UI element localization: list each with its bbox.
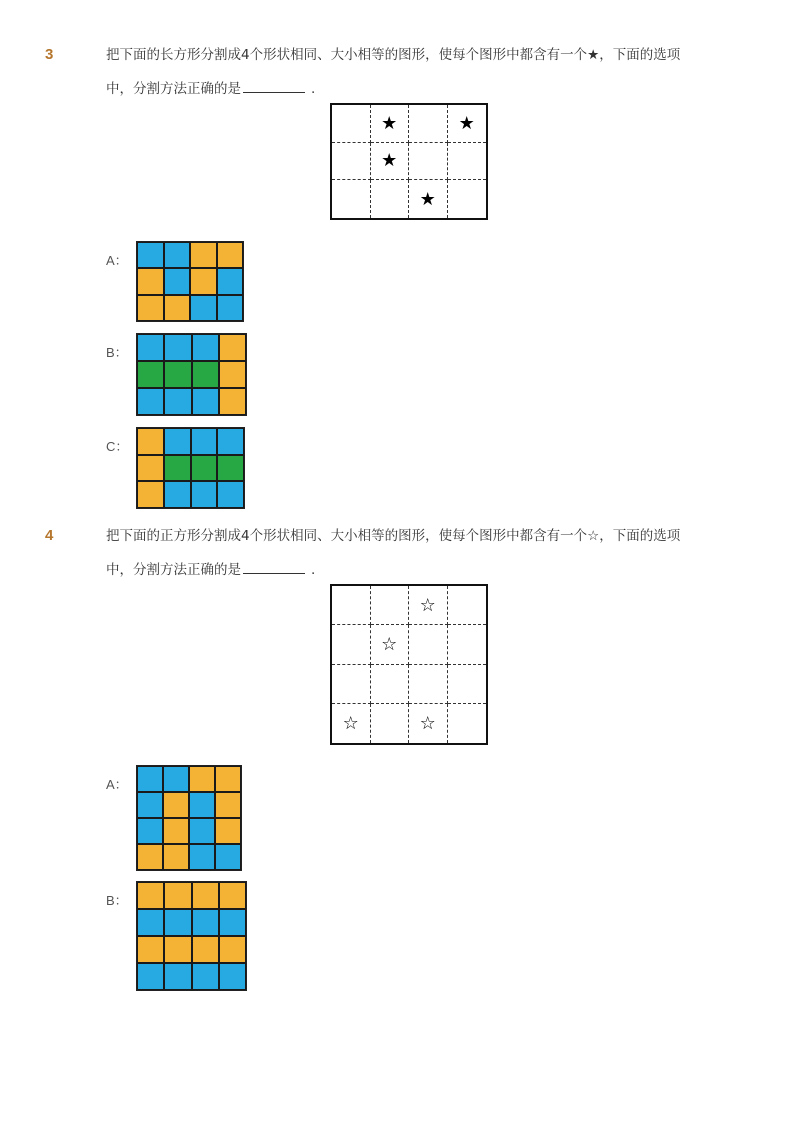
option-cell: [137, 334, 164, 361]
option-cell: [219, 334, 246, 361]
question-number: 3: [45, 46, 54, 63]
question-text-line2-content: 中，分割方法正确的是: [106, 562, 241, 578]
question-number: 4: [45, 527, 54, 544]
option-cell: [137, 882, 164, 909]
option-cell: [164, 388, 191, 415]
option-cell: [189, 844, 215, 870]
figure-cell: [332, 105, 371, 143]
option-cell: [164, 268, 191, 294]
question-text-end: .: [311, 562, 316, 578]
option-cell: [191, 481, 218, 508]
option-cell: [217, 268, 244, 294]
figure-cell: [332, 625, 371, 664]
question-text-line1: 把下面的长方形分割成4个形状相同、大小相等的图形，使每个图形中都含有一个★，下面的选项: [106, 47, 681, 63]
figure-cell: [371, 180, 410, 218]
option-cell: [137, 818, 163, 844]
option-cell: [215, 792, 241, 818]
option-cell: [219, 963, 246, 990]
option-cell: [189, 792, 215, 818]
option-cell: [164, 334, 191, 361]
figure-cell: [448, 586, 487, 625]
figure-cell: [448, 704, 487, 743]
option-cell: [163, 818, 189, 844]
option-c-label: C：: [106, 439, 129, 454]
question-text-line2: [106, 80, 315, 98]
option-cell: [191, 455, 218, 482]
figure-cell: [371, 665, 410, 704]
option-cell: [164, 242, 191, 268]
star-icon: ★: [371, 105, 410, 143]
figure-cell: [371, 704, 410, 743]
option-cell: [217, 295, 244, 321]
option-cell: [137, 963, 164, 990]
figure-cell: [409, 143, 448, 181]
figure-cell: [448, 180, 487, 218]
option-cell: [137, 242, 164, 268]
option-a-grid[interactable]: [136, 241, 244, 322]
option-cell: [219, 361, 246, 388]
option-cell: [219, 936, 246, 963]
option-cell: [163, 766, 189, 792]
star-icon: ★: [371, 143, 410, 181]
star-icon: ★: [448, 105, 487, 143]
option-cell: [192, 909, 219, 936]
star-icon: ★: [409, 180, 448, 218]
option-cell: [164, 909, 191, 936]
option-cell: [189, 766, 215, 792]
option-cell: [192, 361, 219, 388]
option-cell: [164, 481, 191, 508]
option-b-label: B：: [106, 345, 128, 360]
option-cell: [137, 909, 164, 936]
figure-cell: [332, 180, 371, 218]
option-cell: [215, 766, 241, 792]
figure-cell: [409, 625, 448, 664]
option-cell: [163, 792, 189, 818]
option-cell: [137, 936, 164, 963]
option-a-label: A：: [106, 777, 128, 792]
figure-cell: [409, 665, 448, 704]
option-cell: [190, 268, 217, 294]
option-cell: [164, 936, 191, 963]
option-cell: [164, 882, 191, 909]
option-cell: [215, 818, 241, 844]
star-icon: ☆: [332, 704, 371, 743]
option-cell: [163, 844, 189, 870]
option-cell: [192, 963, 219, 990]
figure-cell: [448, 625, 487, 664]
option-a-label: A：: [106, 253, 128, 268]
option-cell: [217, 242, 244, 268]
option-cell: [217, 428, 244, 455]
option-b-grid[interactable]: [136, 333, 247, 416]
option-cell: [137, 295, 164, 321]
option-cell: [219, 882, 246, 909]
option-cell: [217, 481, 244, 508]
option-cell: [137, 844, 163, 870]
option-cell: [192, 936, 219, 963]
figure-cell: [371, 586, 410, 625]
option-cell: [190, 295, 217, 321]
option-cell: [192, 388, 219, 415]
option-cell: [164, 455, 191, 482]
star-icon: ☆: [409, 704, 448, 743]
question-text-line2: [106, 561, 315, 579]
option-cell: [190, 242, 217, 268]
question-text-end: .: [311, 81, 316, 97]
option-cell: [137, 455, 164, 482]
figure-cell: [448, 143, 487, 181]
star-square-figure: [330, 584, 488, 745]
option-c-grid[interactable]: [136, 427, 245, 509]
option-b-grid[interactable]: [136, 881, 247, 991]
question-text-line1: 把下面的正方形分割成4个形状相同、大小相等的图形，使每个图形中都含有一个☆，下面的选项: [106, 528, 681, 544]
option-cell: [137, 388, 164, 415]
option-cell: [164, 361, 191, 388]
option-cell: [164, 295, 191, 321]
option-b-label: B：: [106, 893, 128, 908]
star-rectangle-figure: [330, 103, 488, 220]
option-cell: [137, 361, 164, 388]
answer-blank[interactable]: [243, 561, 305, 574]
option-a-grid[interactable]: [136, 765, 242, 871]
option-cell: [137, 268, 164, 294]
option-cell: [192, 882, 219, 909]
question-text-line2-content: 中，分割方法正确的是: [106, 81, 241, 97]
option-cell: [137, 766, 163, 792]
figure-cell: [332, 143, 371, 181]
option-cell: [137, 792, 163, 818]
option-cell: [219, 388, 246, 415]
star-icon: ☆: [409, 586, 448, 625]
option-cell: [217, 455, 244, 482]
option-cell: [137, 428, 164, 455]
star-icon: ☆: [371, 625, 410, 664]
figure-cell: [448, 665, 487, 704]
figure-cell: [332, 586, 371, 625]
option-cell: [189, 818, 215, 844]
option-cell: [215, 844, 241, 870]
option-cell: [192, 334, 219, 361]
option-cell: [164, 963, 191, 990]
option-cell: [137, 481, 164, 508]
option-cell: [219, 909, 246, 936]
option-cell: [164, 428, 191, 455]
figure-cell: [332, 665, 371, 704]
figure-cell: [409, 105, 448, 143]
answer-blank[interactable]: [243, 80, 305, 93]
option-cell: [191, 428, 218, 455]
